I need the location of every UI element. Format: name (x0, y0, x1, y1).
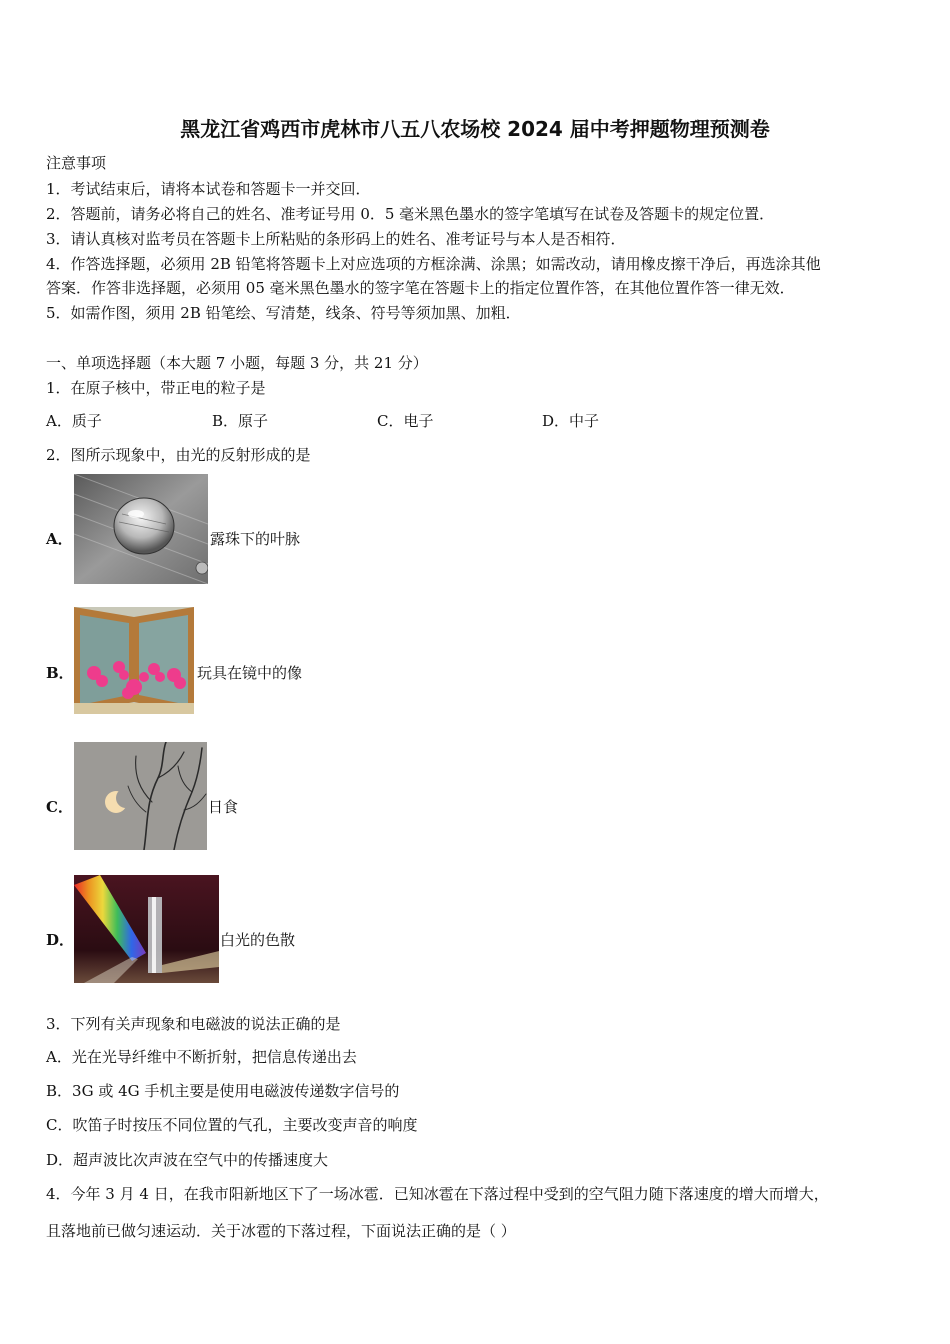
notice-heading: 注意事项 (46, 154, 107, 172)
q2-option-d-label: D． (46, 931, 75, 949)
solar-eclipse-image (74, 742, 207, 850)
notice-item: 答案．作答非选择题，必须用 05 毫米黑色墨水的签字笔在答题卡上的指定位置作答，在其他位置作答一律无效． (46, 279, 795, 297)
q1-option-a: A．质子 (46, 412, 102, 430)
q2-option-d-caption: 白光的色散 (220, 931, 296, 949)
notice-item: 5．如需作图，须用 2B 铅笔绘、写清楚，线条、符号等须加黑、加粗． (46, 304, 521, 322)
question-1-stem: 1．在原子核中，带正电的粒子是 (46, 379, 266, 397)
notice-item: 2．答题前，请务必将自己的姓名、准考证号用 0．5 毫米黑色墨水的签字笔填写在试卷及答题卡的规定位置． (46, 205, 775, 223)
q3-option-d: D．超声波比次声波在空气中的传播速度大 (46, 1151, 329, 1169)
toy-mirror-image (74, 607, 194, 714)
q1-option-d: D．中子 (542, 412, 600, 430)
question-3-stem: 3．下列有关声现象和电磁波的说法正确的是 (46, 1015, 341, 1033)
q2-option-a-label: A． (46, 530, 73, 548)
q3-option-b: B．3G 或 4G 手机主要是使用电磁波传递数字信号的 (46, 1082, 400, 1100)
question-4-stem-line2: 且落地前已做匀速运动．关于冰雹的下落过程，下面说法正确的是（ ） (46, 1222, 516, 1240)
q2-option-c-label: C． (46, 798, 73, 816)
q3-option-c: C．吹笛子时按压不同位置的气孔，主要改变声音的响度 (46, 1116, 418, 1134)
notice-item: 3．请认真核对监考员在答题卡上所粘贴的条形码上的姓名、准考证号与本人是否相符． (46, 230, 626, 248)
dewdrop-leaf-image (74, 474, 208, 584)
q2-option-a-caption: 露珠下的叶脉 (210, 530, 301, 548)
page-title: 黑龙江省鸡西市虎林市八五八农场校 2024 届中考押题物理预测卷 (180, 117, 770, 141)
section-heading: 一、单项选择题（本大题 7 小题，每题 3 分，共 21 分） (46, 354, 428, 372)
q2-option-c-caption: 日食 (208, 798, 239, 816)
notice-item: 4．作答选择题，必须用 2B 铅笔将答题卡上对应选项的方框涂满、涂黑；如需改动，请用橡皮擦干净后，再选涂其他 (46, 255, 821, 273)
q2-option-b-label: B． (46, 664, 74, 682)
q1-option-c: C．电子 (377, 412, 434, 430)
q3-option-a: A．光在光导纤维中不断折射，把信息传递出去 (46, 1048, 357, 1066)
notice-item: 1．考试结束后，请将本试卷和答题卡一并交回． (46, 180, 371, 198)
q2-option-b-caption: 玩具在镜中的像 (197, 664, 303, 682)
prism-dispersion-image (74, 875, 219, 983)
question-2-stem: 2．图所示现象中，由光的反射形成的是 (46, 446, 311, 464)
question-4-stem-line1: 4．今年 3 月 4 日，在我市阳新地区下了一场冰雹．已知冰雹在下落过程中受到的空气阻力随下落速度的增大而增大， (46, 1185, 829, 1203)
q1-option-b: B．原子 (212, 412, 269, 430)
